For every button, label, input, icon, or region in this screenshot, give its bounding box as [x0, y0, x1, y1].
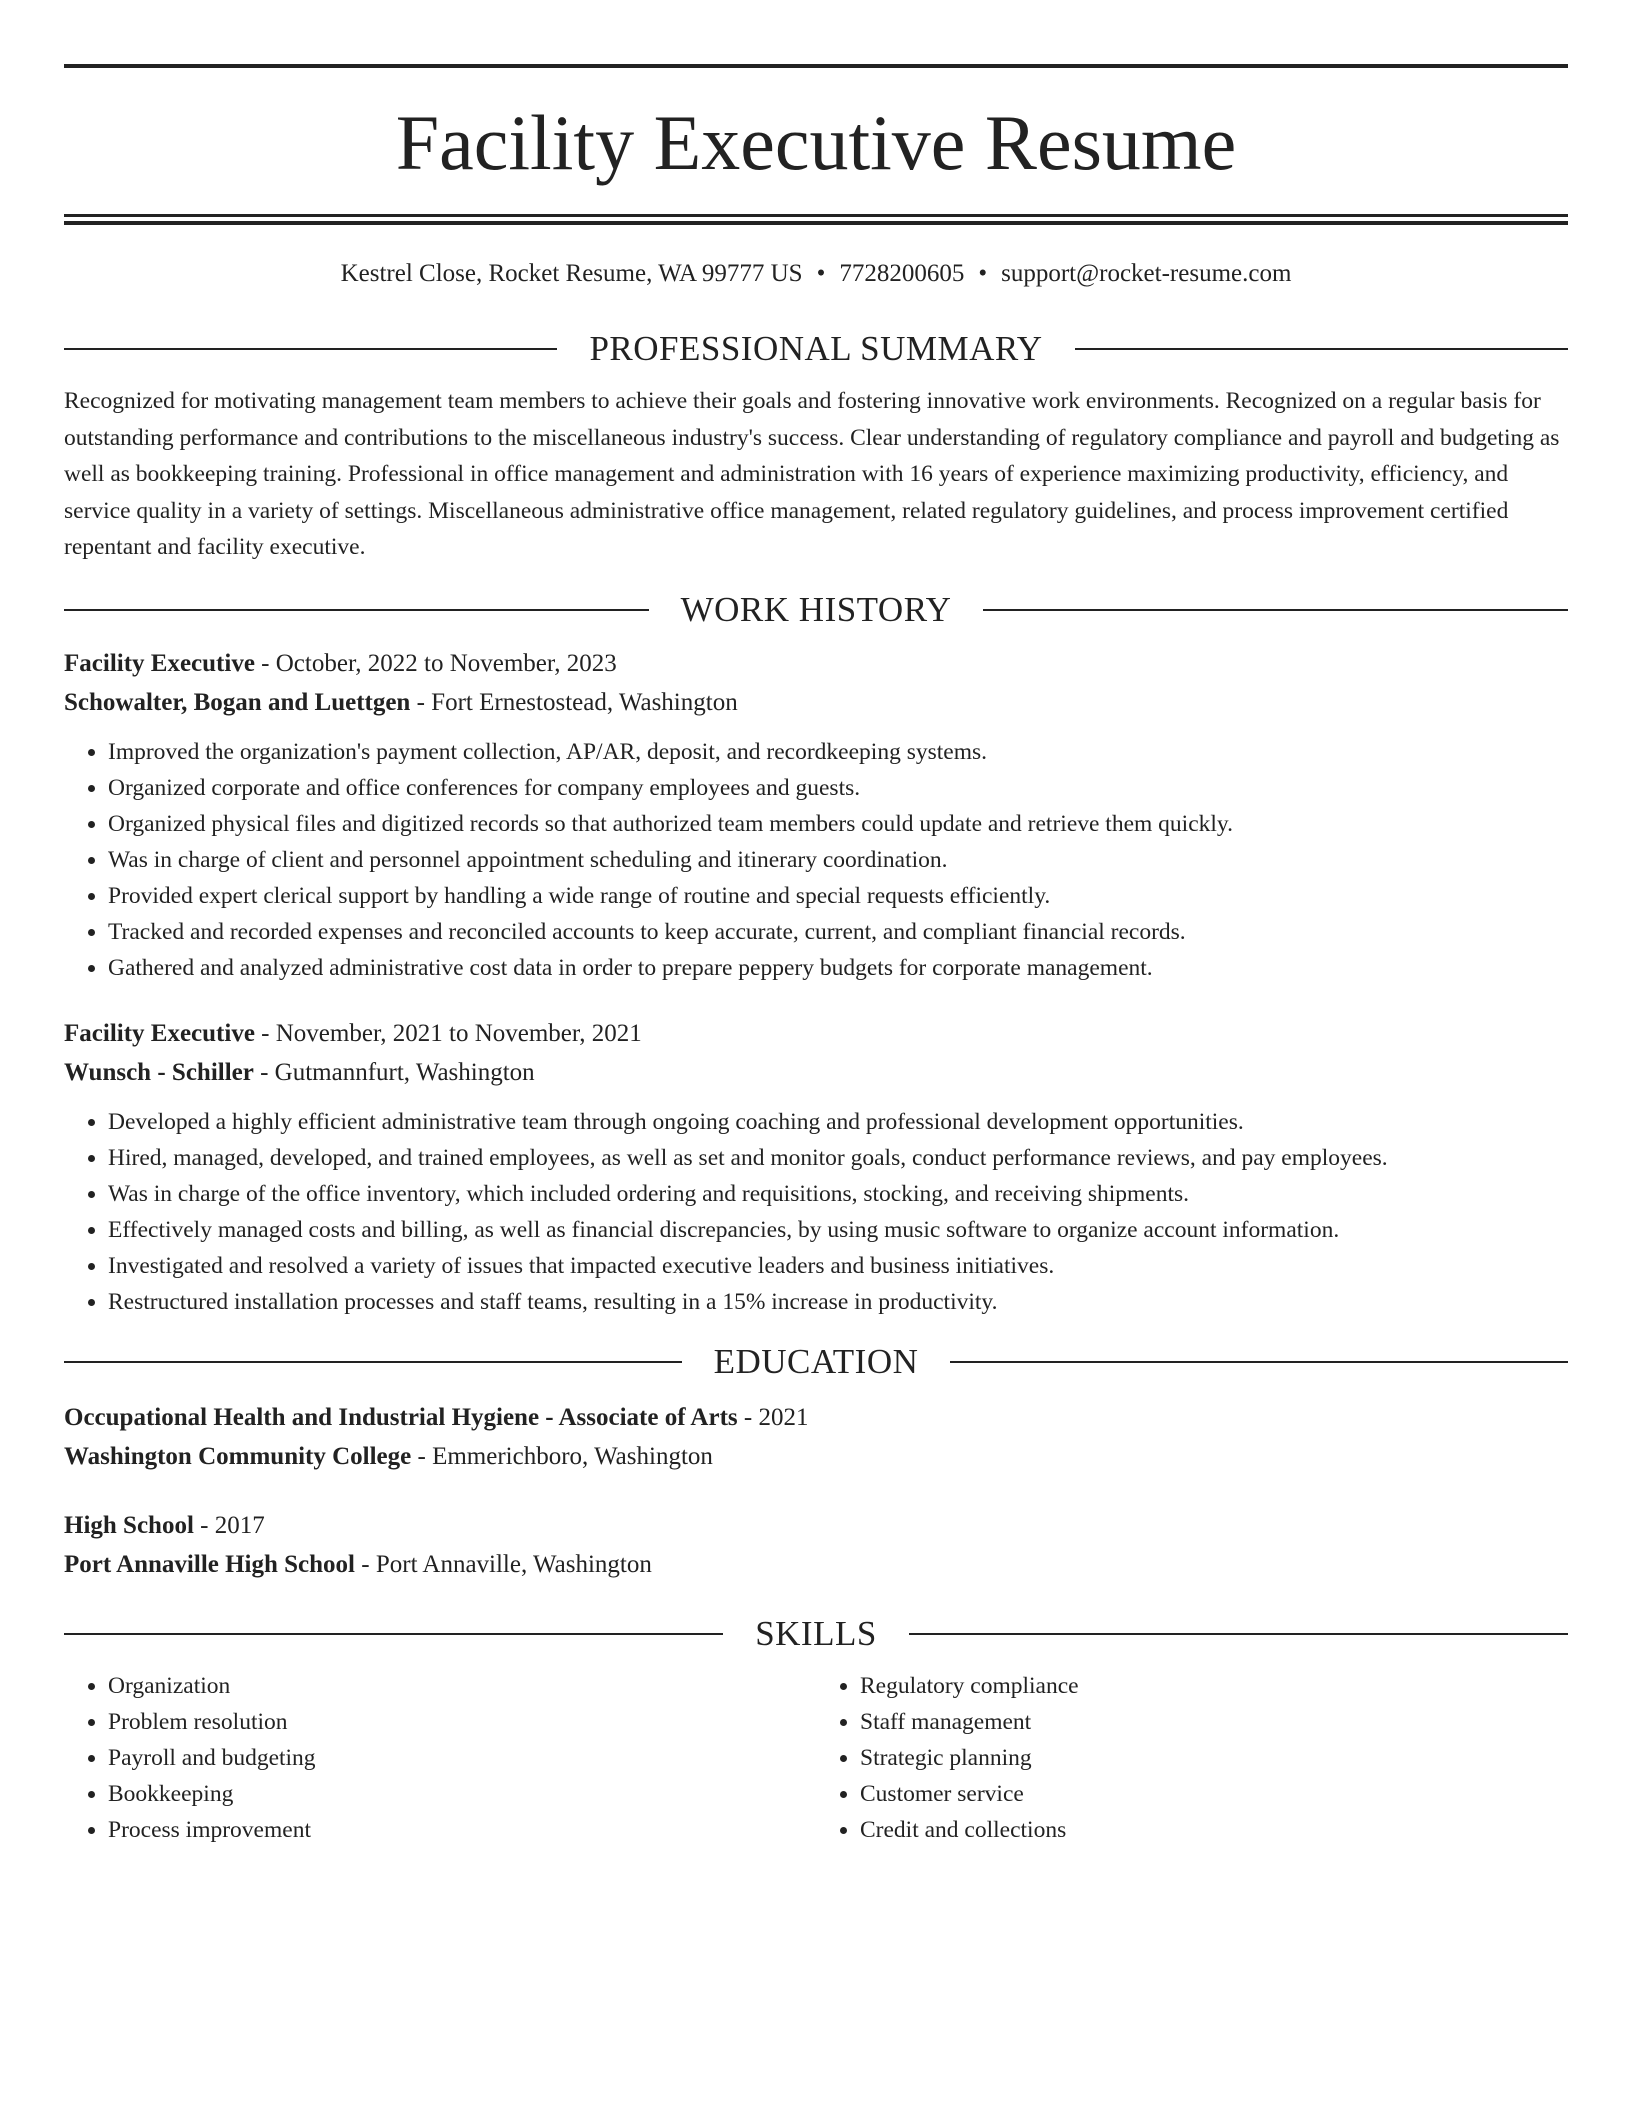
job-company-line — [64, 683, 1568, 722]
job-company: Wunsch - Schiller — [64, 1058, 254, 1086]
job-entry — [64, 644, 1568, 986]
job-title: Facility Executive — [64, 649, 255, 677]
education-heading — [64, 1342, 1568, 1382]
degree-line — [64, 1398, 1568, 1437]
skill-item: • Customer service — [860, 1776, 1568, 1812]
education-entry — [64, 1398, 1568, 1476]
heading-rule-right — [983, 609, 1568, 611]
job-title-line — [64, 1014, 1568, 1053]
job-company-line — [64, 1053, 1568, 1092]
list-item: • Restructured installation processes and staff teams, resulting in a 15% increase in productivity. — [108, 1284, 1568, 1320]
list-item: • Tracked and recorded expenses and reconciled accounts to keep accurate, current, and compliant financial records. — [108, 914, 1568, 950]
skill-item: • Credit and collections — [860, 1812, 1568, 1848]
skills-columns — [64, 1668, 1568, 1848]
school-location: - Port Annaville, Washington — [355, 1550, 652, 1578]
contact-separator: • — [978, 260, 988, 287]
list-item: • Was in charge of the office inventory, which included ordering and requisitions, stocking, and receiving shipments. — [108, 1176, 1568, 1212]
graduation-year: - 2021 — [737, 1403, 809, 1431]
job-location: - Gutmannfurt, Washington — [253, 1058, 535, 1086]
list-item: • Was in charge of client and personnel appointment scheduling and itinerary coordination. — [108, 842, 1568, 878]
contact-email: support@rocket-resume.com — [1001, 260, 1292, 287]
skill-item: • Process improvement — [108, 1812, 816, 1848]
heading-rule-left — [64, 609, 649, 611]
job-duties-list — [64, 1104, 1568, 1320]
work-history-heading — [64, 590, 1568, 630]
summary-heading — [64, 329, 1568, 369]
skills-heading — [64, 1614, 1568, 1654]
heading-rule-left — [64, 1633, 723, 1635]
top-rule — [64, 64, 1568, 68]
degree: High School — [64, 1511, 194, 1539]
list-item: • Gathered and analyzed administrative cost data in order to prepare peppery budgets for corporate management. — [108, 950, 1568, 986]
job-duties-list — [64, 734, 1568, 986]
title-double-rule — [64, 214, 1568, 225]
list-item: • Organized corporate and office conferences for company employees and guests. — [108, 770, 1568, 806]
skill-item: • Organization — [108, 1668, 816, 1704]
section-title: WORK HISTORY — [680, 589, 952, 629]
job-dates: - November, 2021 to November, 2021 — [254, 1019, 642, 1047]
section-title: SKILLS — [755, 1613, 877, 1653]
list-item: • Developed a highly efficient administrative team through ongoing coaching and professional development opportunities. — [108, 1104, 1568, 1140]
contact-separator: • — [816, 260, 826, 287]
summary-text: Recognized for motivating management team members to achieve their goals and fostering innovative work environments. Recognized on a regular basis for outstanding performance and contributions to the miscellaneous industry's success. Clear understanding of regulatory compliance and payroll and budgeting as well as bookkeeping training. Professional in office management and administration with 16 years of experience maximizing productivity, efficiency, and service quality in a variety of settings. Miscellaneous administrative office management, related regulatory guidelines, and process improvement certified repentant and facility executive. — [64, 388, 1560, 560]
skill-item: • Strategic planning — [860, 1740, 1568, 1776]
skill-item: • Payroll and budgeting — [108, 1740, 816, 1776]
list-item: • Effectively managed costs and billing, as well as financial discrepancies, by using music software to organize account information. — [108, 1212, 1568, 1248]
heading-rule-right — [1075, 348, 1568, 350]
skills-list-right — [816, 1668, 1568, 1848]
resume-title: Facility Executive Resume — [395, 99, 1237, 186]
job-title: Facility Executive — [64, 1019, 255, 1047]
list-item: • Organized physical files and digitized records so that authorized team members could update and retrieve them quickly. — [108, 806, 1568, 842]
degree: Occupational Health and Industrial Hygiene - Associate of Arts — [64, 1403, 738, 1431]
graduation-year: - 2017 — [193, 1511, 265, 1539]
degree-line — [64, 1506, 1568, 1545]
list-item: • Investigated and resolved a variety of issues that impacted executive leaders and business initiatives. — [108, 1248, 1568, 1284]
job-dates: - October, 2022 to November, 2023 — [254, 649, 617, 677]
job-company: Schowalter, Bogan and Luettgen — [64, 688, 411, 716]
list-item: • Provided expert clerical support by handling a wide range of routine and special requests efficiently. — [108, 878, 1568, 914]
contact-line — [64, 259, 1568, 289]
skill-item: • Regulatory compliance — [860, 1668, 1568, 1704]
job-entry — [64, 1014, 1568, 1320]
heading-rule-right — [950, 1361, 1568, 1363]
heading-rule-right — [909, 1633, 1568, 1635]
school-line — [64, 1545, 1568, 1584]
school-location: - Emmerichboro, Washington — [411, 1442, 713, 1470]
heading-rule-left — [64, 1361, 682, 1363]
skill-item: • Problem resolution — [108, 1704, 816, 1740]
contact-phone: 7728200605 — [839, 260, 965, 287]
school-name: Port Annaville High School — [64, 1550, 356, 1578]
school-name: Washington Community College — [64, 1442, 412, 1470]
section-title: EDUCATION — [713, 1341, 919, 1381]
job-title-line — [64, 644, 1568, 683]
skills-list-left — [64, 1668, 816, 1848]
list-item: • Hired, managed, developed, and trained employees, as well as set and monitor goals, conduct performance reviews, and pay employees. — [108, 1140, 1568, 1176]
education-entry — [64, 1506, 1568, 1584]
skill-item: • Staff management — [860, 1704, 1568, 1740]
resume-page — [64, 64, 1568, 1848]
heading-rule-left — [64, 348, 557, 350]
school-line — [64, 1437, 1568, 1476]
contact-address: Kestrel Close, Rocket Resume, WA 99777 US — [340, 260, 803, 287]
section-title: PROFESSIONAL SUMMARY — [589, 329, 1043, 368]
skill-item: • Bookkeeping — [108, 1776, 816, 1812]
list-item: • Improved the organization's payment collection, AP/AR, deposit, and recordkeeping systems. — [108, 734, 1568, 770]
job-location: - Fort Ernestostead, Washington — [410, 688, 738, 716]
